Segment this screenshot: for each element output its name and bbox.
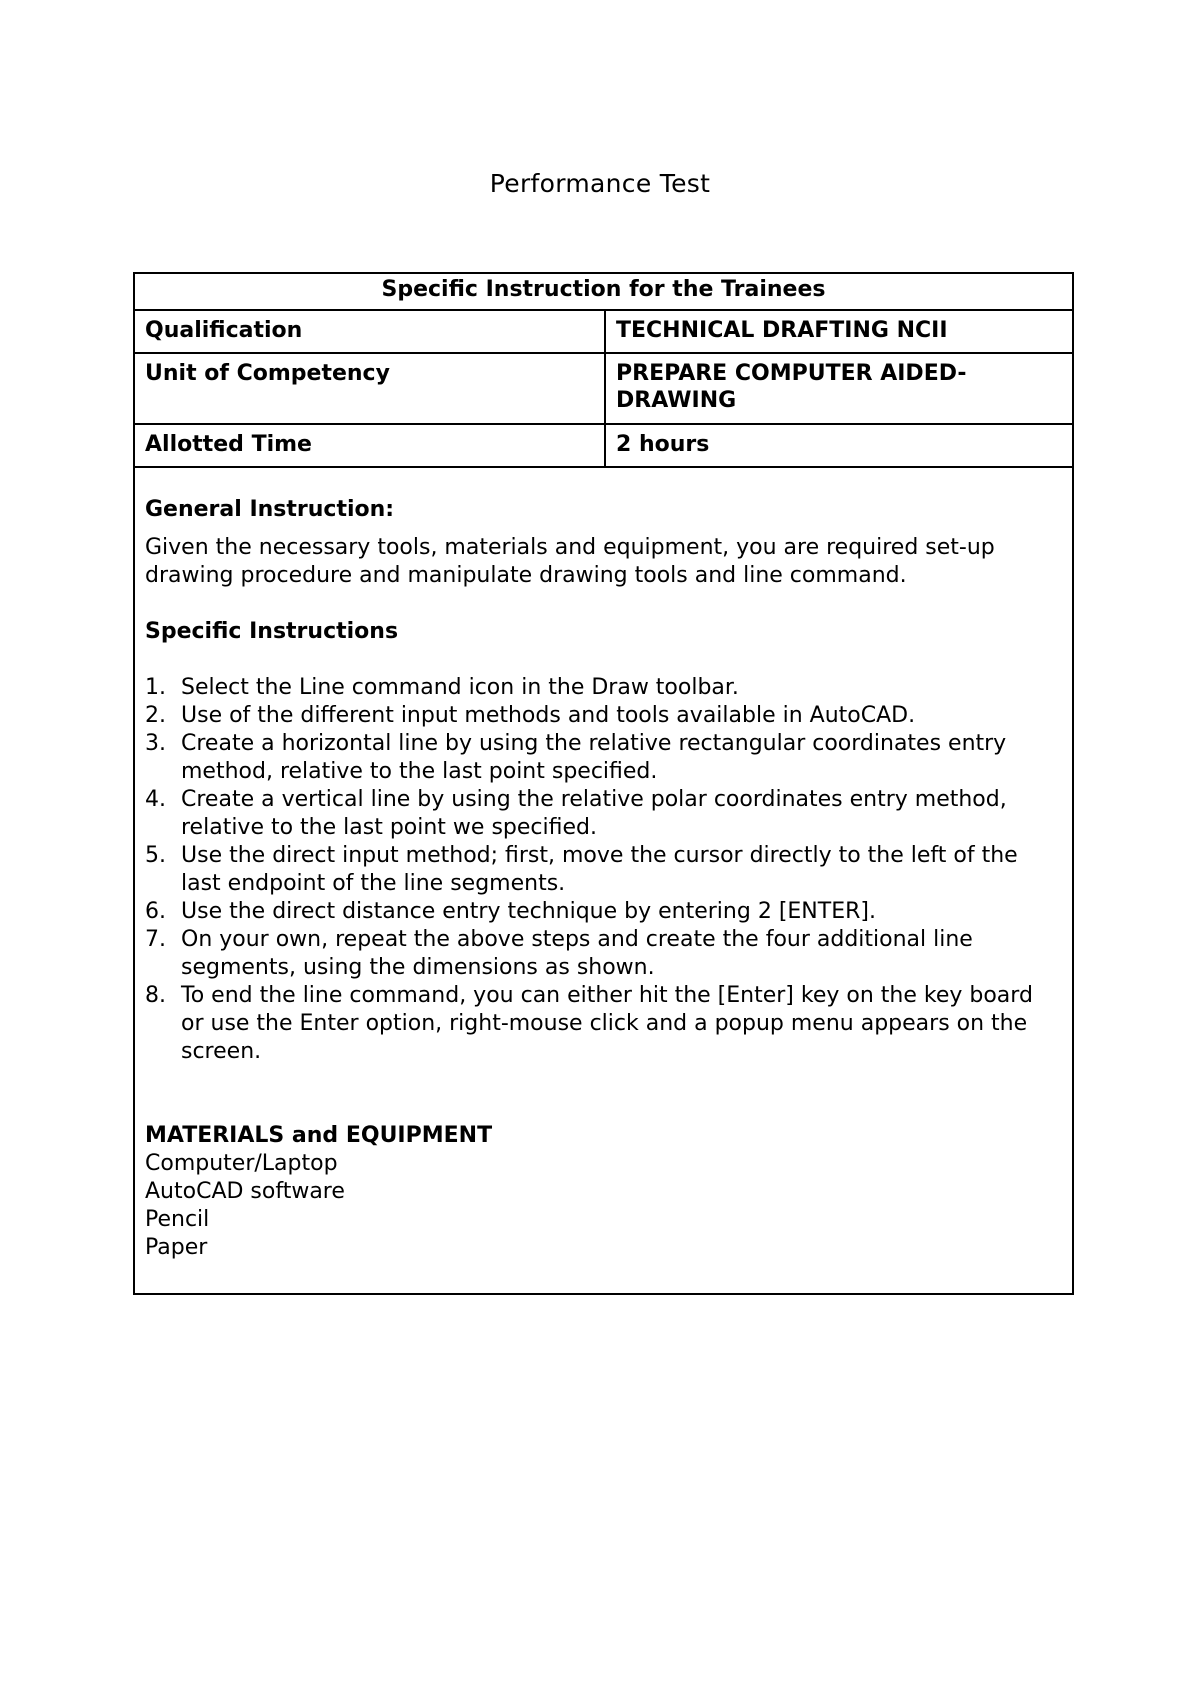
qualification-label: Qualification: [135, 310, 605, 353]
table-header-row: [135, 274, 1072, 310]
step-number: 5.: [145, 843, 166, 868]
list-item: [145, 674, 1062, 702]
materials-heading: MATERIALS and EQUIPMENT: [145, 1123, 493, 1148]
step-text: Use of the different input methods and tools available in AutoCAD.: [181, 703, 916, 728]
instruction-sheet: [133, 272, 1074, 1295]
step-number: 4.: [145, 787, 166, 812]
info-table: [135, 274, 1072, 468]
step-number: 8.: [145, 983, 166, 1008]
list-item: [145, 898, 1062, 926]
allotted-time-value: 2 hours: [605, 424, 1072, 467]
list-item: [145, 730, 1062, 786]
table-row: [135, 310, 1072, 353]
step-number: 6.: [145, 899, 166, 924]
list-item: [145, 702, 1062, 730]
step-text: Use the direct input method; first, move the cursor directly to the left of the last endpoint of the line segments.: [181, 843, 1018, 896]
step-text: Create a vertical line by using the relative polar coordinates entry method, relative to the last point we specified.: [181, 787, 1007, 840]
step-number: 3.: [145, 731, 166, 756]
material-item: AutoCAD software: [145, 1179, 345, 1204]
page-title: Performance Test: [489, 169, 711, 198]
table-row: [135, 353, 1072, 424]
table-row: [135, 424, 1072, 467]
step-text: To end the line command, you can either hit the [Enter] key on the key board or use the Enter option, right-mouse click and a popup menu appears on the screen.: [181, 983, 1033, 1064]
specific-instructions-heading: Specific Instructions: [145, 619, 399, 644]
unit-of-competency-value: PREPARE COMPUTER AIDED-DRAWING: [605, 353, 1072, 424]
instructions-body: [135, 496, 1072, 1262]
step-text: On your own, repeat the above steps and create the four additional line segments, using the dimensions as shown.: [181, 927, 973, 980]
material-item: Pencil: [145, 1207, 210, 1232]
step-number: 7.: [145, 927, 166, 952]
step-text: Use the direct distance entry technique by entering 2 [ENTER].: [181, 899, 876, 924]
general-instruction-heading: General Instruction:: [145, 497, 395, 522]
step-number: 2.: [145, 703, 166, 728]
list-item: [145, 982, 1062, 1066]
qualification-value: TECHNICAL DRAFTING NCII: [605, 310, 1072, 353]
general-instruction-text: Given the necessary tools, materials and equipment, you are required set-up drawing procedure and manipulate drawing tools and line command.: [145, 535, 995, 588]
material-item: Computer/Laptop: [145, 1151, 338, 1176]
material-item: Paper: [145, 1235, 208, 1260]
step-text: Select the Line command icon in the Draw toolbar.: [181, 675, 739, 700]
steps-list: [145, 674, 1062, 1066]
table-header: Specific Instruction for the Trainees: [135, 274, 1072, 310]
step-text: Create a horizontal line by using the relative rectangular coordinates entry method, relative to the last point specified.: [181, 731, 1007, 784]
list-item: [145, 926, 1062, 982]
unit-of-competency-label: Unit of Competency: [135, 353, 605, 424]
list-item: [145, 786, 1062, 842]
step-number: 1.: [145, 675, 166, 700]
allotted-time-label: Allotted Time: [135, 424, 605, 467]
list-item: [145, 842, 1062, 898]
